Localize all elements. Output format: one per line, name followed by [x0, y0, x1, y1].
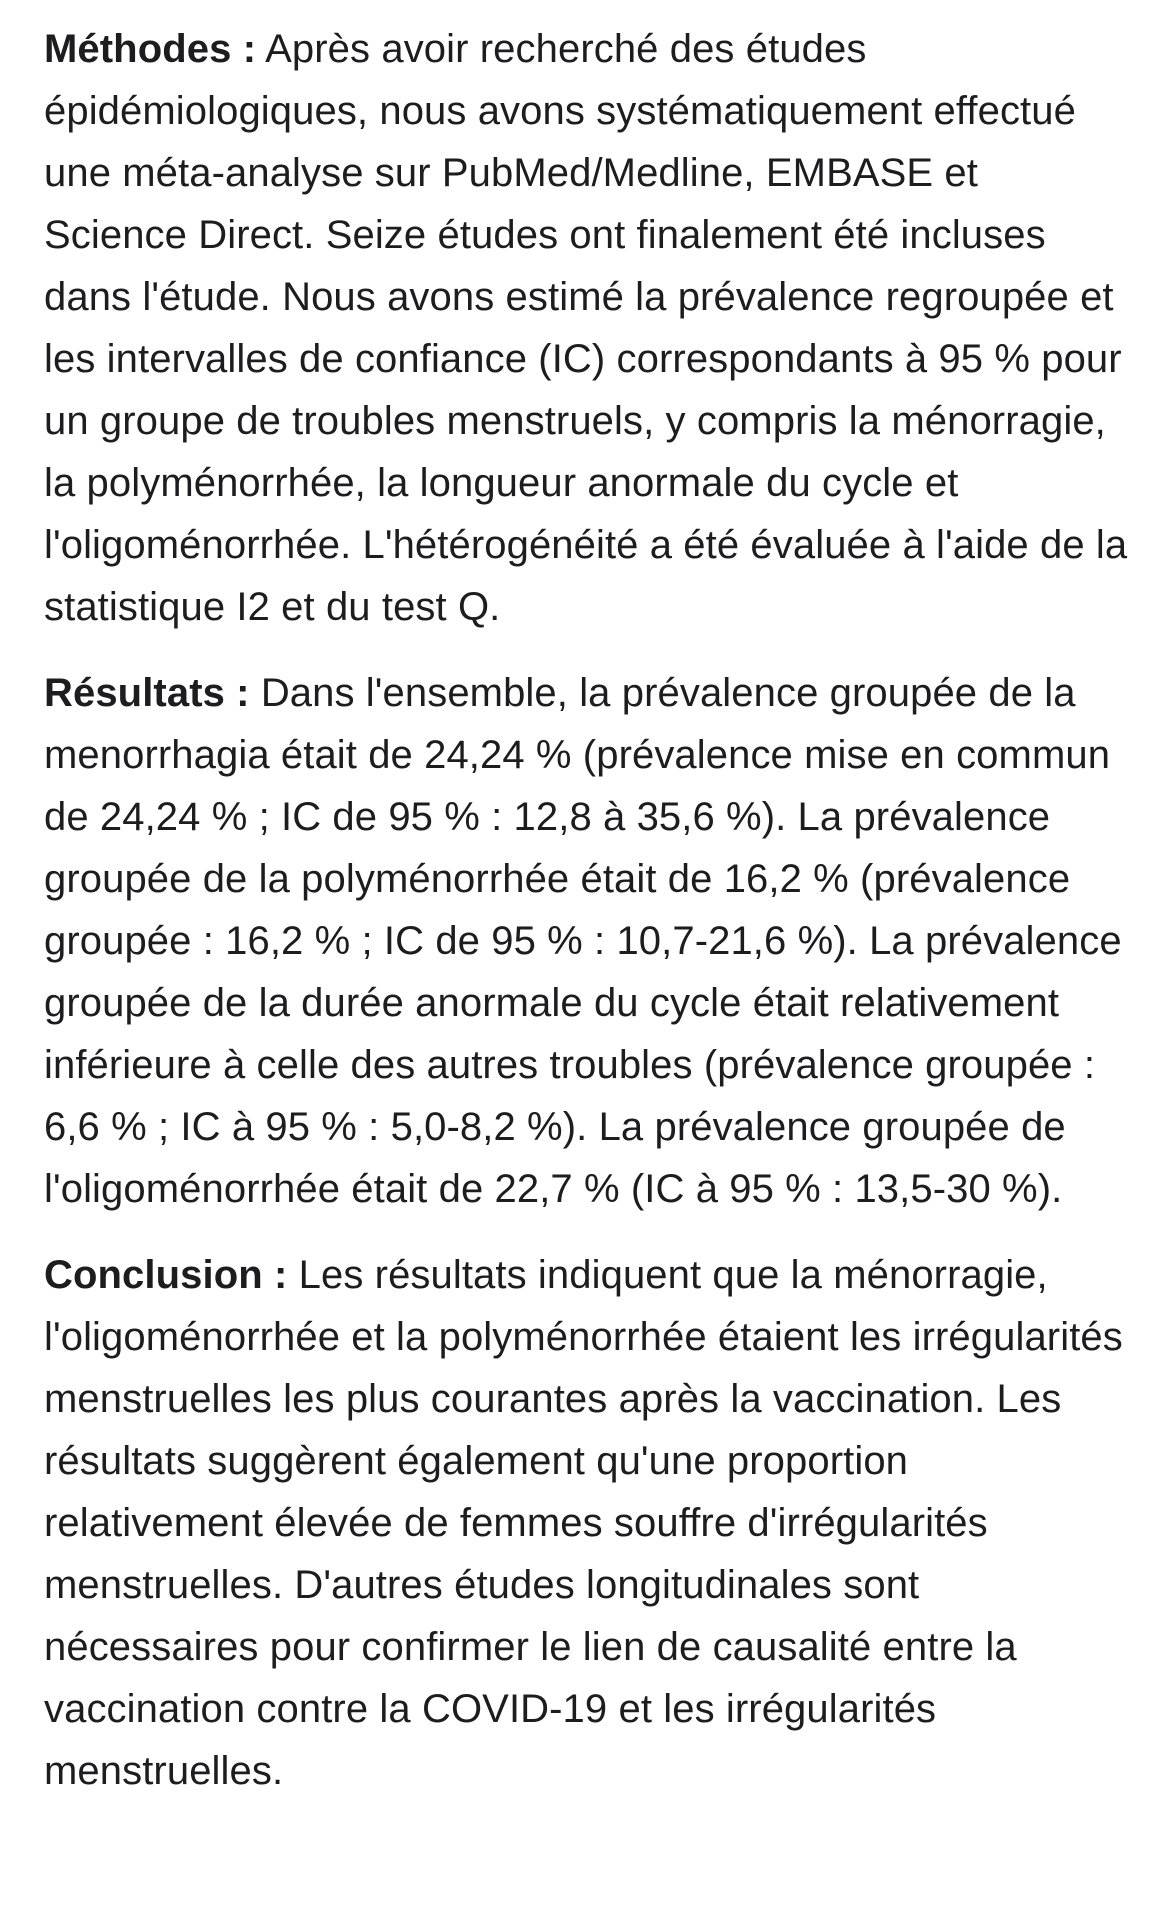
- section-text-conclusion: Les résultats indiquent que la ménorragie, l'oligoménorrhée et la polyménorrhée étaient les irrégularités menstruelles les plus courantes après la vaccination. Les résultats suggèrent également qu'une proportion relativement élevée de femmes souffre d'irrégularités menstruelles. D'autres études longitudinales sont nécessaires pour confirmer le lien de causalité entre la vaccination contre la COVID-19 et les irrégularités menstruelles.: [44, 1253, 1123, 1793]
- paragraph-results: [44, 662, 1128, 1220]
- section-label-results: Résultats :: [44, 671, 250, 715]
- section-text-results: Dans l'ensemble, la prévalence groupée de la menorrhagia était de 24,24 % (prévalence mise en commun de 24,24 % ; IC de 95 % : 12,8 à 35,6 %). La prévalence groupée de la polyménorrhée était de 16,2 % (prévalence groupée : 16,2 % ; IC de 95 % : 10,7-21,6 %). La prévalence groupée de la durée anormale du cycle était relativement inférieure à celle des autres troubles (prévalence groupée : 6,6 % ; IC à 95 % : 5,0-8,2 %). La prévalence groupée de l'oligoménorrhée était de 22,7 % (IC à 95 % : 13,5-30 %).: [44, 671, 1122, 1211]
- section-label-methods: Méthodes :: [44, 27, 257, 71]
- paragraph-methods: [44, 18, 1128, 638]
- section-text-methods: Après avoir recherché des études épidémiologiques, nous avons systématiquement effectué une méta-analyse sur PubMed/Medline, EMBASE et Science Direct. Seize études ont finalement été incluses dans l'étude. Nous avons estimé la prévalence regroupée et les intervalles de confiance (IC) correspondants à 95 % pour un groupe de troubles menstruels, y compris la ménorragie, la polyménorrhée, la longueur anormale du cycle et l'oligoménorrhée. L'hétérogénéité a été évaluée à l'aide de la statistique I2 et du test Q.: [44, 27, 1128, 629]
- paragraph-conclusion: [44, 1244, 1128, 1802]
- section-label-conclusion: Conclusion :: [44, 1253, 288, 1297]
